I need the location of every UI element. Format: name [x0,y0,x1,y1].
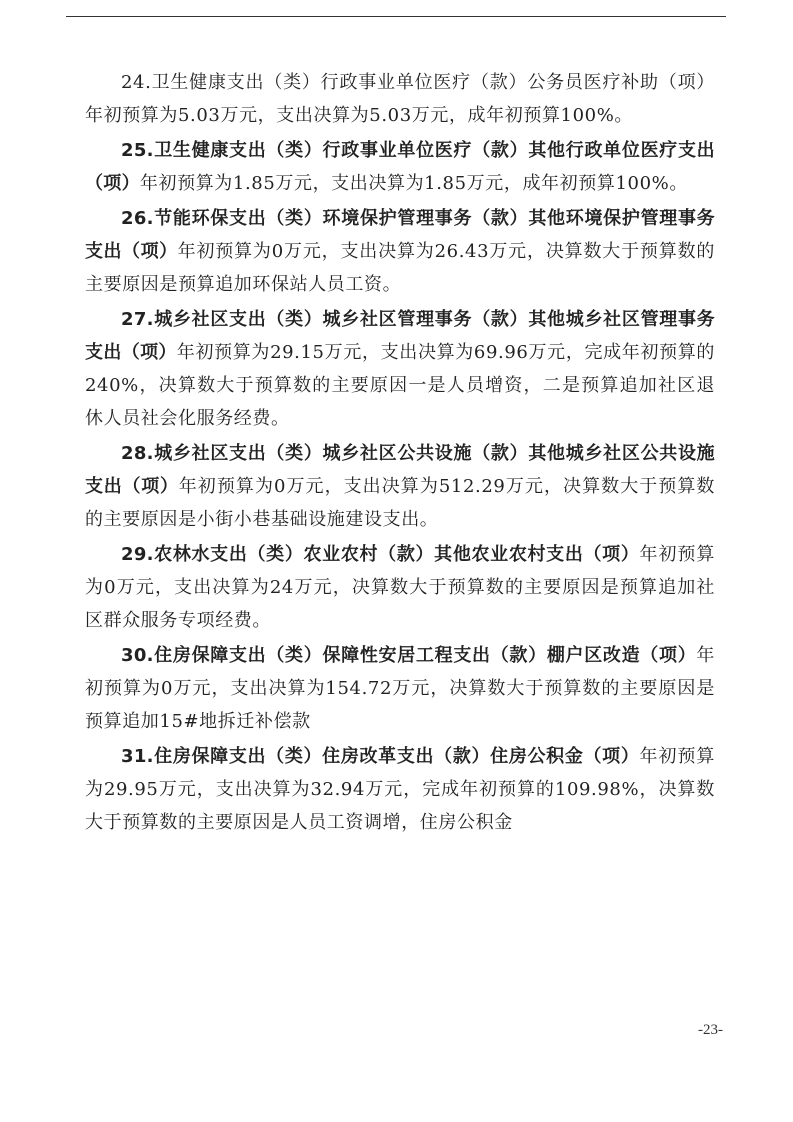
page-number: -23- [698,1022,723,1038]
item-body: 年初预算为0万元，支出决算为26.43万元，决算数大于预算数的主要原因是预算追加环保站人员工资。 [85,241,715,295]
paragraph-25 [85,134,715,200]
item-heading: 26.节能环保支出（类）环境保护管理事务（款）其他环境保护管理事务支出（项） [85,208,715,262]
paragraph-31 [85,740,715,839]
paragraph-30 [85,639,715,738]
item-body: 年初预算为5.03万元，支出决算为5.03万元，成年初预算100%。 [85,105,634,126]
item-heading: 27.城乡社区支出（类）城乡社区管理事务（款）其他城乡社区管理事务支出（项） [85,309,715,363]
item-body: 年初预算为29.15万元，支出决算为69.96万元，完成年初预算的240%，决算数大于预算数的主要原因一是人员增资，二是预算追加社区退休人员社会化服务经费。 [85,342,716,429]
item-heading: 30.住房保障支出（类）保障性安居工程支出（款）棚户区改造（项） [121,645,697,666]
item-body: 年初预算为0万元，支出决算为24万元，决算数大于预算数的主要原因是预算追加社区群众服务专项经费。 [85,544,715,631]
document-body [85,66,715,841]
paragraph-26 [85,202,715,301]
item-heading: 24.卫生健康支出（类）行政事业单位医疗（款）公务员医疗补助（项） [121,72,715,93]
paragraph-28 [85,437,715,536]
item-heading: 31.住房保障支出（类）住房改革支出（款）住房公积金（项） [121,746,640,767]
item-body: 年初预算为0万元，支出决算为512.29万元，决算数大于预算数的主要原因是小街小巷基础设施建设支出。 [85,476,715,530]
item-body: 年初预算为29.95万元，支出决算为32.94万元，完成年初预算的109.98%，决算数大于预算数的主要原因是人员工资调增，住房公积金 [85,746,715,833]
paragraph-27 [85,303,715,435]
item-heading: 25.卫生健康支出（类）行政事业单位医疗（款）其他行政单位医疗支出（项） [85,140,715,194]
paragraph-24 [85,66,715,132]
item-heading: 29.农林水支出（类）农业农村（款）其他农业农村支出（项） [121,544,640,565]
header-rule [66,16,726,17]
item-body: 年初预算为1.85万元，支出决算为1.85万元，成年初预算100%。 [139,173,688,194]
item-heading: 28.城乡社区支出（类）城乡社区公共设施（款）其他城乡社区公共设施支出（项） [85,443,715,497]
item-body: 年初预算为0万元，支出决算为154.72万元，决算数大于预算数的主要原因是预算追加15#地拆迁补偿款 [85,645,715,732]
paragraph-29 [85,538,715,637]
